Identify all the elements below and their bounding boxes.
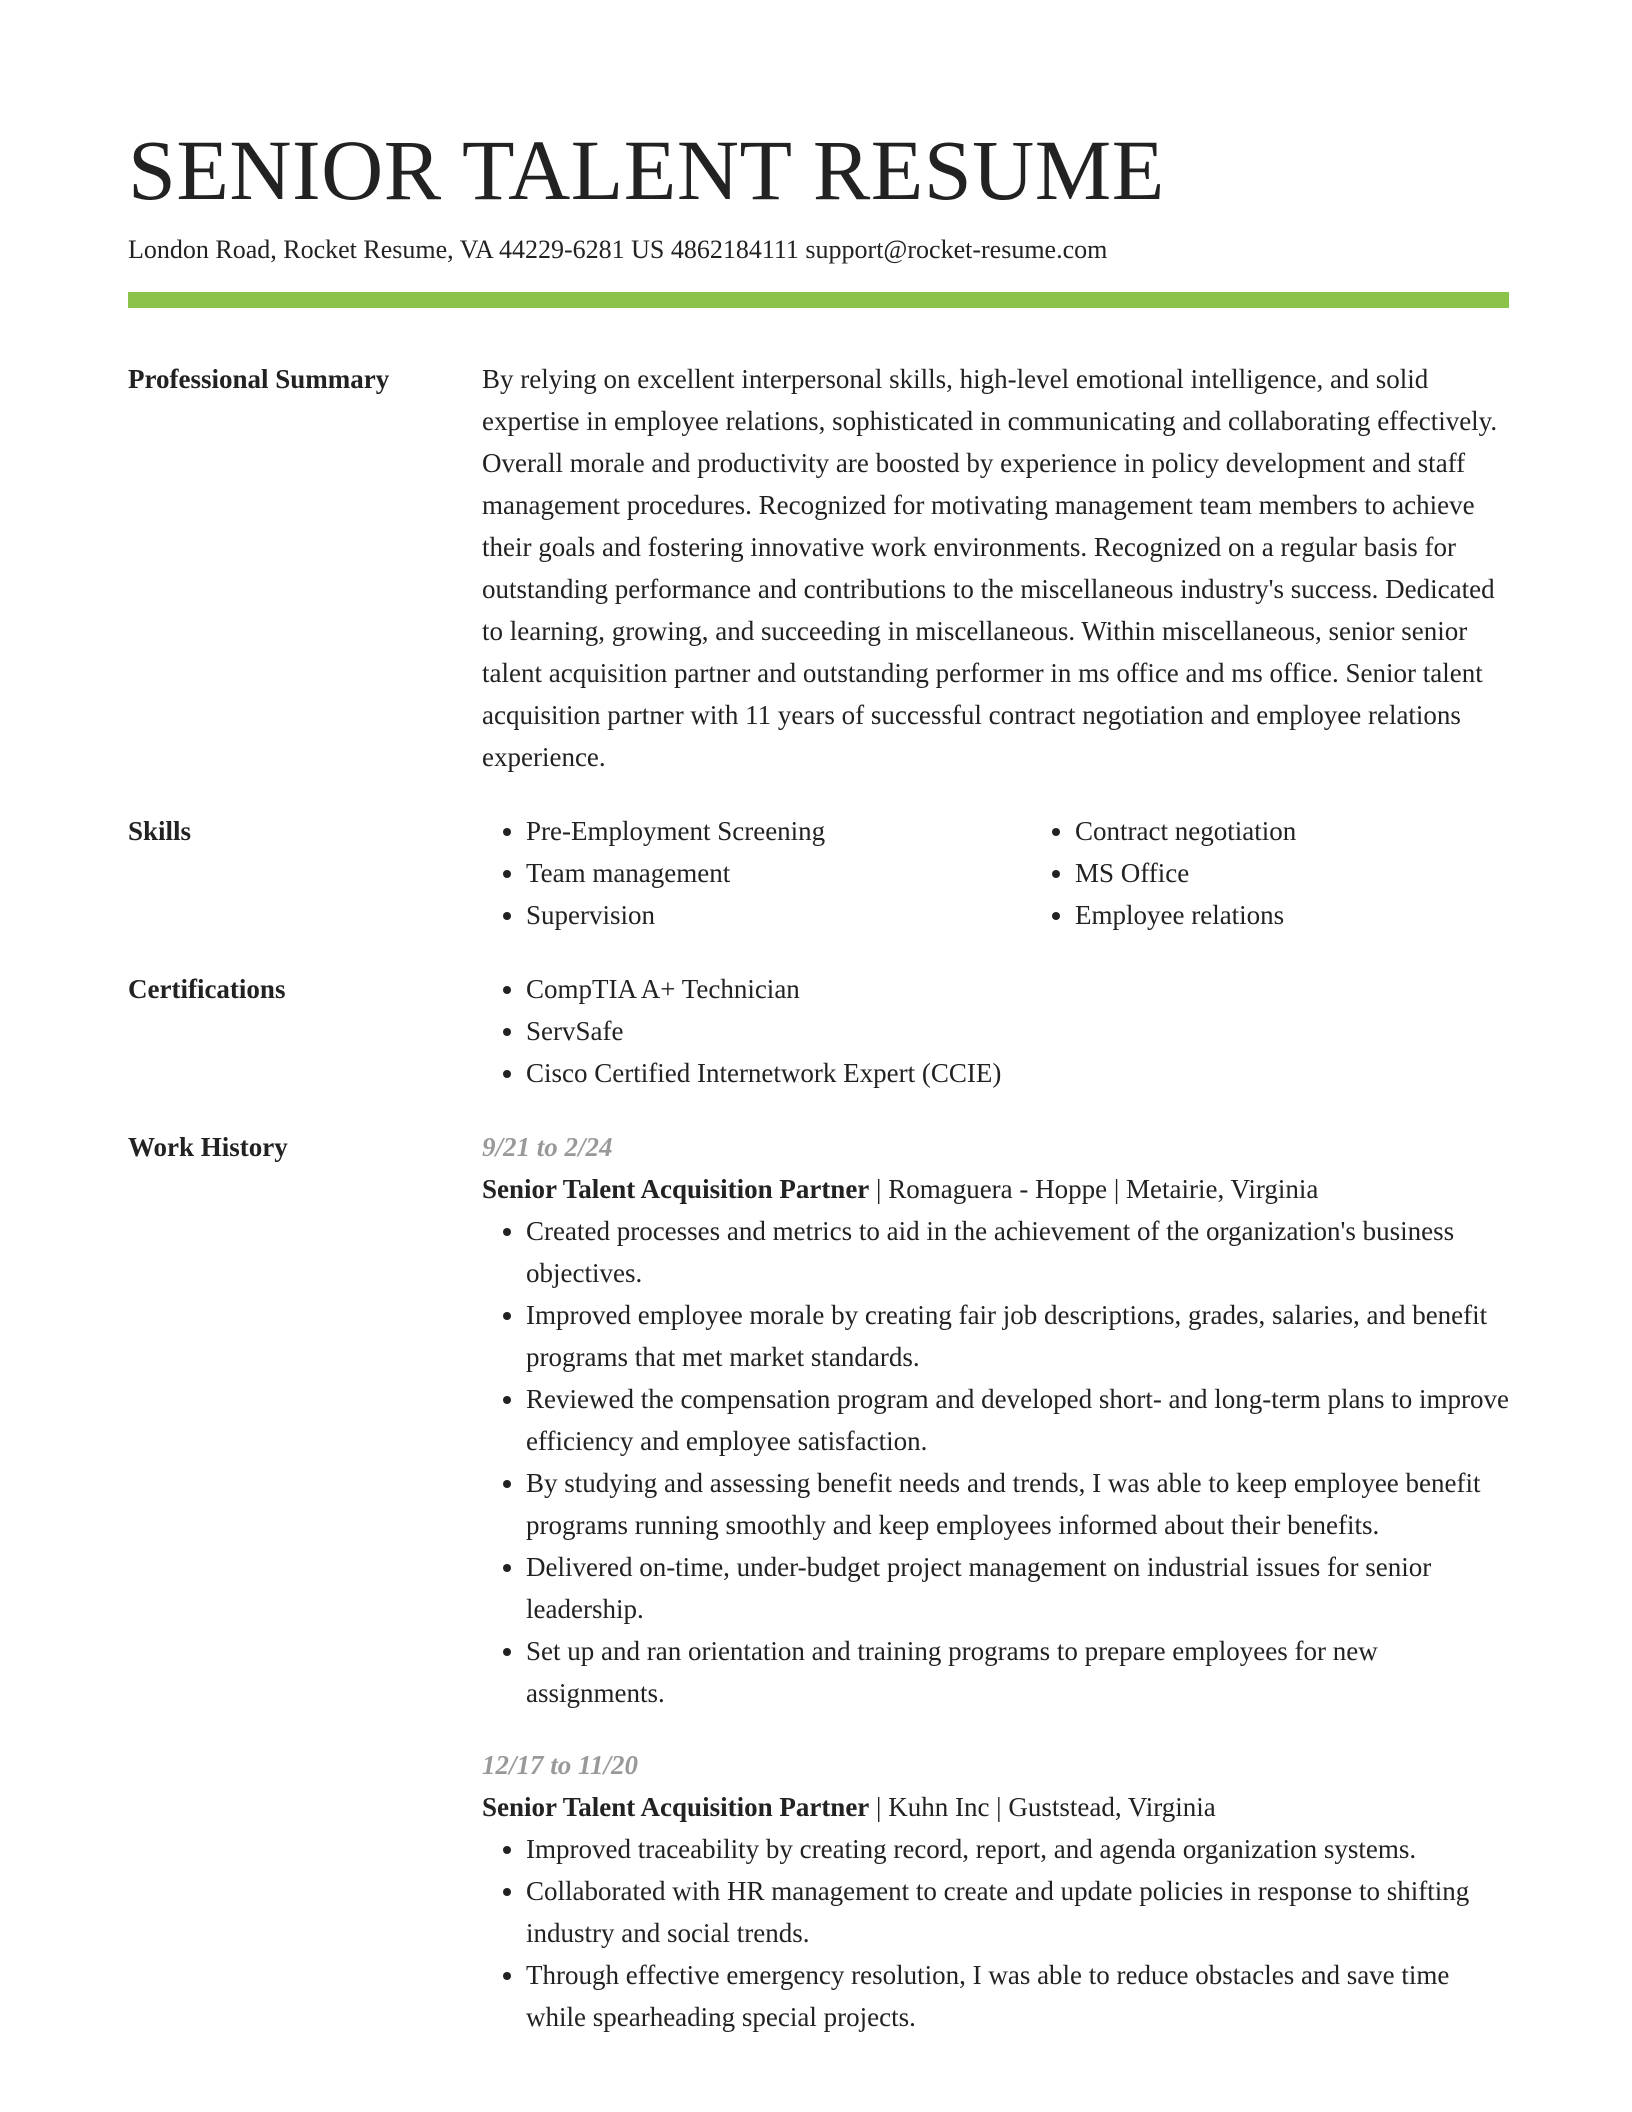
skill-item: • Supervision [526, 894, 1031, 936]
skill-item: • Pre-Employment Screening [526, 810, 1031, 852]
job-bullet: • Created processes and metrics to aid in the achievement of the organization's business objectives. [526, 1210, 1509, 1294]
header-divider [128, 292, 1509, 308]
job-entry [482, 1126, 1509, 1714]
job-bullets [482, 1828, 1509, 2038]
job-bullet: • Improved employee morale by creating fair job descriptions, grades, salaries, and benefit programs that met market standards. [526, 1294, 1509, 1378]
skill-item: • Employee relations [1075, 894, 1296, 936]
skills-column-2 [1031, 810, 1296, 936]
job-company-location: | Romaguera - Hoppe | Metairie, Virginia [869, 1174, 1319, 1204]
job-bullet: • Delivered on-time, under-budget project management on industrial issues for senior leadership. [526, 1546, 1509, 1630]
work-history-body [482, 1126, 1509, 2038]
job-bullet: • By studying and assessing benefit needs and trends, I was able to keep employee benefit programs running smoothly and keep employees informed about their benefits. [526, 1462, 1509, 1546]
work-history-section [128, 1126, 1509, 2038]
certification-item: • ServSafe [526, 1010, 1509, 1052]
section-label-certifications: Certifications [128, 974, 286, 1004]
certification-item: • CompTIA A+ Technician [526, 968, 1509, 1010]
job-bullet: • Collaborated with HR management to create and update policies in response to shifting industry and social trends. [526, 1870, 1509, 1954]
job-bullet: • Set up and ran orientation and training programs to prepare employees for new assignments. [526, 1630, 1509, 1714]
section-label-skills: Skills [128, 816, 192, 846]
job-heading [482, 1168, 1509, 1210]
skills-grid [482, 810, 1509, 936]
skill-item: • MS Office [1075, 852, 1296, 894]
job-title: Senior Talent Acquisition Partner [482, 1792, 870, 1822]
job-bullet: • Reviewed the compensation program and developed short- and long-term plans to improve efficiency and employee satisfaction. [526, 1378, 1509, 1462]
certifications-list [482, 968, 1509, 1094]
summary-section [128, 358, 1509, 778]
certification-item: • Cisco Certified Internetwork Expert (CCIE) [526, 1052, 1509, 1094]
certifications-body [482, 968, 1509, 1094]
certifications-section [128, 968, 1509, 1094]
job-heading [482, 1786, 1509, 1828]
contact-line: London Road, Rocket Resume, VA 44229-6281 US 4862184111 support@rocket-resume.com [128, 235, 1108, 264]
job-bullets [482, 1210, 1509, 1714]
job-bullet: • Through effective emergency resolution, I was able to reduce obstacles and save time while spearheading special projects. [526, 1954, 1509, 2038]
job-dates: 12/17 to 11/20 [482, 1750, 639, 1780]
job-dates: 9/21 to 2/24 [482, 1132, 613, 1162]
skill-item: • Team management [526, 852, 1031, 894]
summary-text: By relying on excellent interpersonal skills, high-level emotional intelligence, and solid expertise in employee relations, sophisticated in communicating and collaborating effectively. Overall morale and productivity are boosted by experience in policy development and staff management procedures. Recognized for motivating management team members to achieve their goals and fostering innovative work environments. Recognized on a regular basis for outstanding performance and contributions to the miscellaneous industry's success. Dedicated to learning, growing, and succeeding in miscellaneous. Within miscellaneous, senior senior talent acquisition partner and outstanding performer in ms office and ms office. Senior talent acquisition partner with 11 years of successful contract negotiation and employee relations experience. [482, 364, 1498, 772]
resume-name: SENIOR TALENT RESUME [128, 122, 1165, 218]
skills-column-1 [482, 810, 1031, 936]
skills-section [128, 810, 1509, 936]
job-company-location: | Kuhn Inc | Guststead, Virginia [869, 1792, 1216, 1822]
section-label-work-history: Work History [128, 1132, 288, 1162]
job-title: Senior Talent Acquisition Partner [482, 1174, 870, 1204]
section-label-summary: Professional Summary [128, 364, 390, 394]
resume-page [128, 0, 1509, 2038]
job-entry [482, 1744, 1509, 2038]
job-bullet: • Improved traceability by creating record, report, and agenda organization systems. [526, 1828, 1509, 1870]
skill-item: • Contract negotiation [1075, 810, 1296, 852]
